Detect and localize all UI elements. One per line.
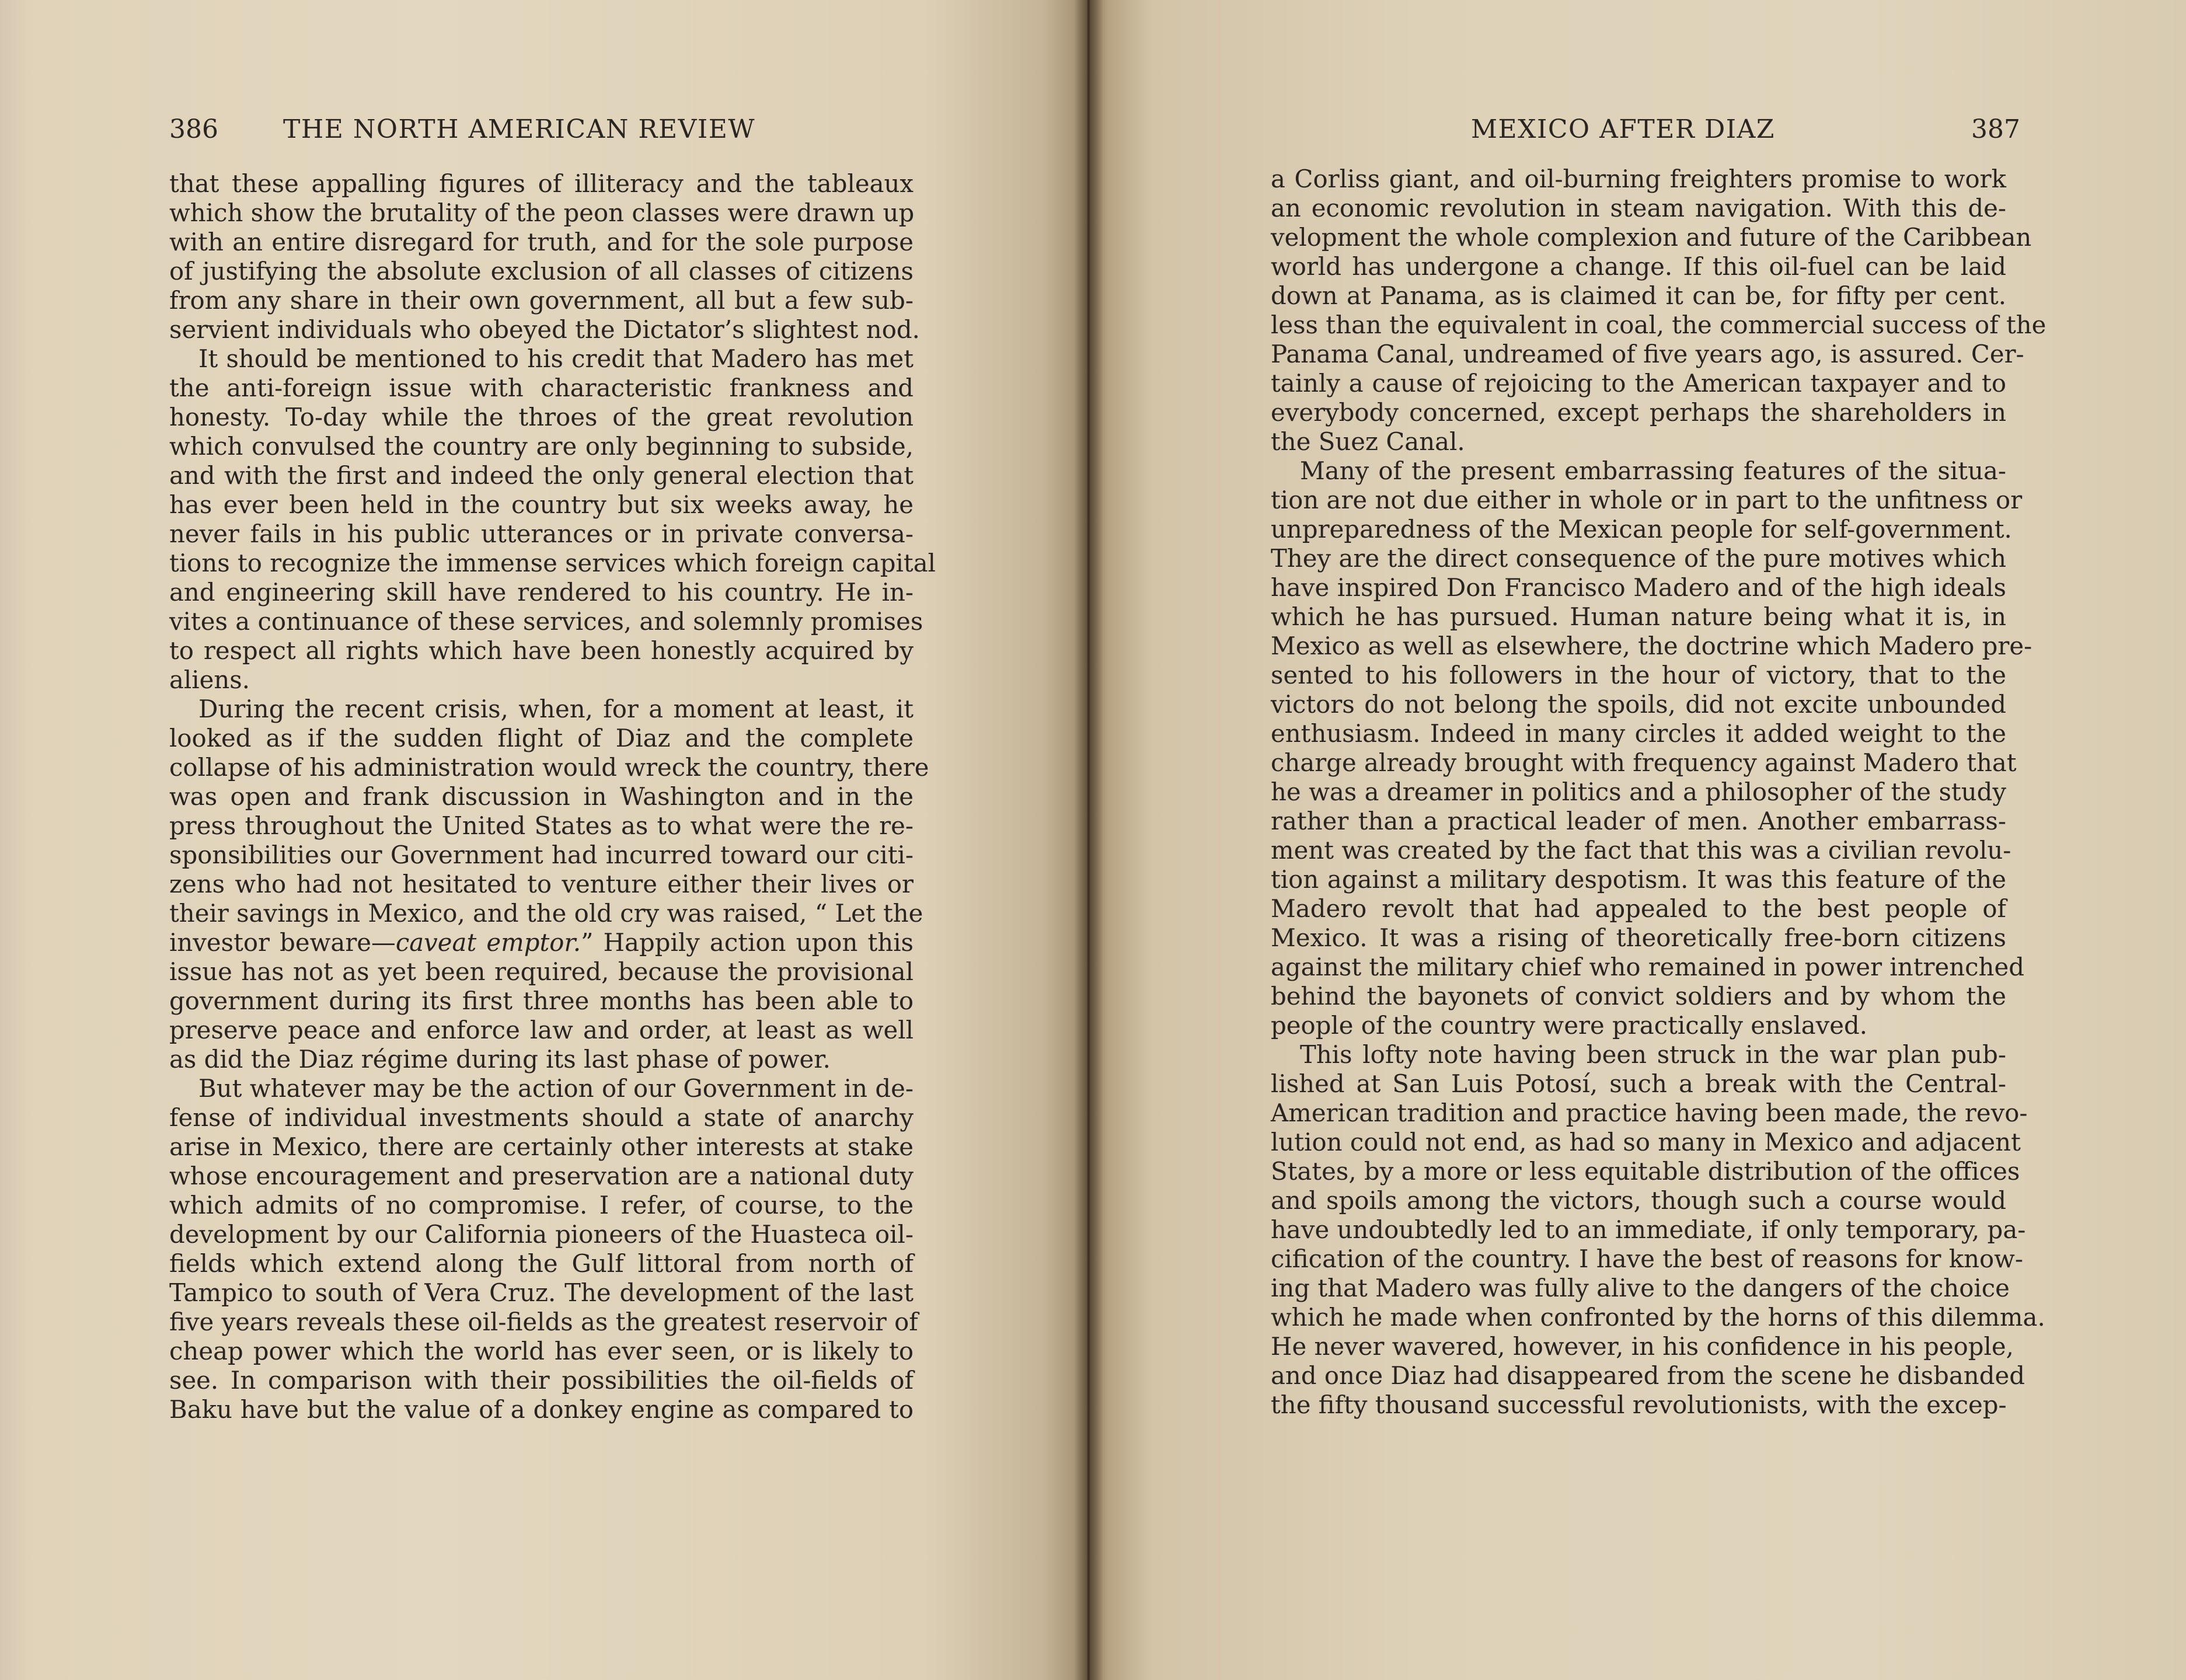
text-line: world has undergone a change. If this oil-fuel can be laid	[1271, 252, 2006, 281]
text-line: cheap power which the world has ever seen, or is likely to	[169, 1337, 914, 1365]
text-line: Panama Canal, undreamed of five years ago, is assured. Cer-	[1271, 340, 2024, 368]
text-line: their savings in Mexico, and the old cry was raised, “ Let the	[169, 899, 923, 928]
text-line: government during its first three months has been able to	[169, 987, 914, 1015]
text-line: and with the first and indeed the only general election that	[169, 461, 914, 490]
text-line: Baku have but the value of a donkey engine as compared to	[169, 1395, 914, 1424]
text-line: that these appalling figures of illiteracy and the tableaux	[169, 169, 914, 198]
page-number: 387	[1971, 114, 2020, 144]
text-line: tions to recognize the immense services which foreign capital	[169, 549, 936, 577]
text-line: fields which extend along the Gulf littoral from north of	[169, 1249, 914, 1278]
text-line: everybody concerned, except perhaps the shareholders in	[1271, 398, 2006, 427]
text-line: from any share in their own government, all but a few sub-	[169, 286, 914, 315]
text-line: have undoubtedly led to an immediate, if only temporary, pa-	[1271, 1215, 2026, 1244]
text-line: development by our California pioneers of the Huasteca oil-	[169, 1220, 914, 1249]
text-line: Mexico as well as elsewhere, the doctrine which Madero pre-	[1271, 632, 2032, 660]
text-line: American tradition and practice having been made, the revo-	[1271, 1099, 2028, 1127]
text-line: They are the direct consequence of the pure motives which	[1271, 544, 2006, 573]
text-line: issue has not as yet been required, because the provisional	[169, 957, 914, 986]
text-line: with an entire disregard for truth, and for the sole purpose	[169, 228, 914, 256]
text-line: During the recent crisis, when, for a moment at least, it	[198, 695, 914, 723]
text-line: sented to his followers in the hour of victory, that to the	[1271, 661, 2006, 689]
book-spine	[1074, 0, 1103, 1680]
text-line: enthusiasm. Indeed in many circles it added weight to the	[1271, 719, 2006, 748]
text-line: ment was created by the fact that this was a civilian revolu-	[1271, 836, 2011, 865]
text-line: This lofty note having been struck in the war plan pub-	[1300, 1040, 2006, 1069]
text-line: sponsibilities our Government had incurred toward our citi-	[169, 841, 914, 869]
text-line: arise in Mexico, there are certainly other interests at stake	[169, 1132, 914, 1161]
text-line: against the military chief who remained in power intrenched	[1271, 953, 2024, 981]
text-line: which convulsed the country are only beginning to subside,	[169, 432, 914, 461]
text-line: lution could not end, as had so many in Mexico and adjacent	[1271, 1128, 2021, 1156]
text-line: a Corliss giant, and oil-burning freighters promise to work	[1271, 165, 2006, 193]
text-line: charge already brought with frequency against Madero that	[1271, 748, 2017, 777]
text-line: whose encouragement and preservation are a national duty	[169, 1162, 914, 1190]
text-line: which show the brutality of the peon classes were drawn up	[169, 198, 915, 227]
text-line: Tampico to south of Vera Cruz. The development of the last	[169, 1278, 914, 1307]
text-line: zens who had not hesitated to venture either their lives or	[169, 870, 914, 898]
text-line: the fifty thousand successful revolutionists, with the excep-	[1271, 1390, 2007, 1419]
right-page	[1087, 0, 2186, 1680]
text-line: which he has pursued. Human nature being what it is, in	[1271, 602, 2006, 631]
text-line: people of the country were practically enslaved.	[1271, 1011, 1868, 1040]
text-line: which admits of no compromise. I refer, of course, to the	[169, 1191, 914, 1219]
text-line: He never wavered, however, in his confidence in his people,	[1271, 1332, 2014, 1361]
text-line: tainly a cause of rejoicing to the American taxpayer and to	[1271, 369, 2006, 398]
text-line: was open and frank discussion in Washington and in the	[169, 782, 914, 811]
text-line: press throughout the United States as to what were the re-	[169, 811, 914, 840]
text-line: down at Panama, as is claimed it can be, for fifty per cent.	[1271, 281, 2006, 310]
italic-phrase: caveat emptor.	[395, 928, 581, 957]
text-line: looked as if the sudden flight of Diaz and the complete	[169, 724, 914, 752]
text-line: fense of individual investments should a state of anarchy	[169, 1103, 914, 1132]
running-head: MEXICO AFTER DIAZ	[1471, 114, 1775, 144]
running-head: THE NORTH AMERICAN REVIEW	[283, 114, 756, 144]
text-line: he was a dreamer in politics and a philosopher of the study	[1271, 778, 2006, 806]
text-line: victors do not belong the spoils, did not excite unbounded	[1271, 690, 2006, 719]
text-line: has ever been held in the country but six weeks away, he	[169, 490, 914, 519]
text-line: to respect all rights which have been honestly acquired by	[169, 636, 914, 665]
text-line: honesty. To-day while the throes of the great revolution	[169, 403, 914, 431]
text-line: investor beware—caveat emptor.” Happily action upon this	[169, 928, 914, 957]
text-line: see. In comparison with their possibilities the oil-fields of	[169, 1366, 914, 1395]
text-line: Madero revolt that had appealed to the best people of	[1271, 894, 2006, 923]
left-page	[0, 0, 1087, 1680]
text-line: cification of the country. I have the best of reasons for know-	[1271, 1245, 2024, 1273]
text-line: an economic revolution in steam navigation. With this de-	[1271, 194, 2006, 222]
text-line: ing that Madero was fully alive to the dangers of the choice	[1271, 1274, 2010, 1302]
text-fragment: ” Happily action upon this	[581, 928, 914, 957]
text-line: behind the bayonets of convict soldiers and by whom the	[1271, 982, 2006, 1010]
text-line: velopment the whole complexion and future of the Caribbean	[1271, 223, 2032, 252]
text-line: the Suez Canal.	[1271, 427, 1465, 456]
text-line: collapse of his administration would wreck the country, there	[169, 753, 929, 782]
text-line: less than the equivalent in coal, the commercial success of the	[1271, 311, 2046, 339]
text-line: and engineering skill have rendered to his country. He in-	[169, 578, 914, 607]
text-line: preserve peace and enforce law and order, at least as well	[169, 1016, 914, 1044]
text-line: never fails in his public utterances or in private conversa-	[169, 520, 914, 548]
text-line: which he made when confronted by the horns of this dilemma.	[1271, 1303, 2045, 1332]
text-line: States, by a more or less equitable distribution of the offices	[1271, 1157, 2020, 1186]
text-line: have inspired Don Francisco Madero and of the high ideals	[1271, 573, 2006, 602]
text-line: and once Diaz had disappeared from the scene he disbanded	[1271, 1361, 2025, 1390]
page-number: 386	[169, 114, 218, 144]
text-line: Mexico. It was a rising of theoretically free-born citizens	[1271, 923, 2006, 952]
text-line: tion against a military despotism. It was this feature of the	[1271, 865, 2006, 894]
text-line: unpreparedness of the Mexican people for self-government.	[1271, 515, 2012, 543]
right-page-body	[1271, 165, 2046, 1420]
text-line: the anti-foreign issue with characteristic frankness and	[169, 374, 914, 402]
text-line: vites a continuance of these services, and solemnly promises	[169, 607, 923, 636]
text-line: It should be mentioned to his credit that Madero has met	[198, 344, 914, 373]
text-line: five years reveals these oil-fields as the greatest reservoir of	[169, 1308, 918, 1336]
text-line: aliens.	[169, 665, 250, 694]
text-line: of justifying the absolute exclusion of all classes of citizens	[169, 257, 914, 285]
text-line: tion are not due either in whole or in part to the unfitness or	[1271, 486, 2023, 514]
text-line: as did the Diaz régime during its last phase of power.	[169, 1045, 831, 1073]
text-line: servient individuals who obeyed the Dictator’s slightest nod.	[169, 315, 920, 344]
text-line: and spoils among the victors, though such a course would	[1271, 1186, 2006, 1215]
text-line: rather than a practical leader of men. Another embarrass-	[1271, 807, 2006, 835]
text-line: lished at San Luis Potosí, such a break with the Central-	[1271, 1069, 2006, 1098]
text-line: But whatever may be the action of our Government in de-	[198, 1074, 914, 1103]
text-line: Many of the present embarrassing features of the situa-	[1300, 456, 2006, 485]
left-page-body	[169, 169, 936, 1424]
